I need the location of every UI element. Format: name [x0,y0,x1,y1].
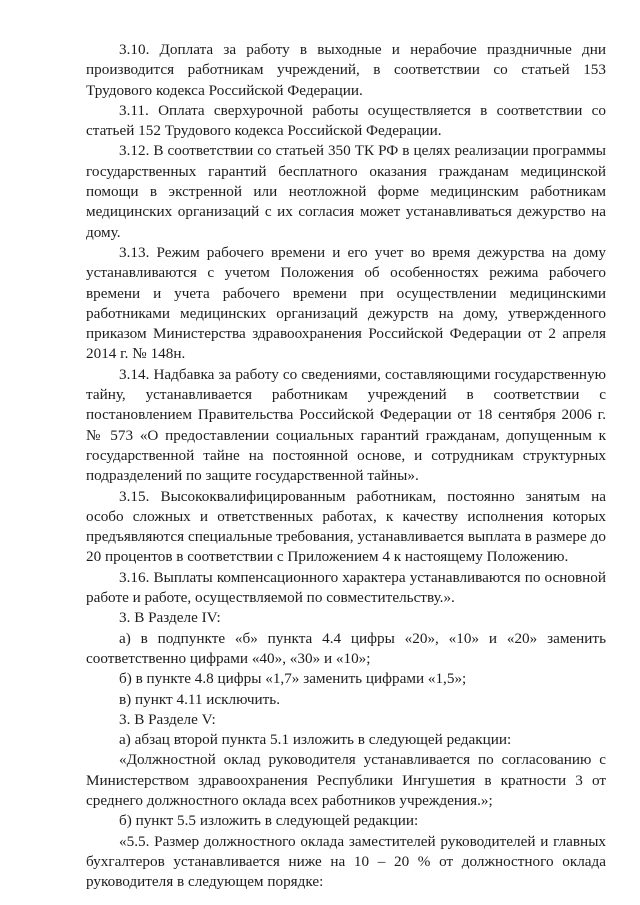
section-iv-item-b: б) в пункте 4.8 цифры «1,7» заменить цифрами «1,5»; [119,670,467,688]
section-iv-heading: 3. В Разделе IV: [119,609,221,627]
section-v-item-b: б) пункт 5.5 изложить в следующей редакции: [119,812,419,830]
section-v-item-a: а) абзац второй пункта 5.1 изложить в следующей редакции: [119,731,512,749]
section-iv-item-v: в) пункт 4.11 исключить. [119,690,281,708]
paragraph-3-12: 3.12. В соответствии со статьей 350 ТК РФ в целях реализации программы государственных гарантий бесплатного оказания гражданам медицинской помощи в экстренной или неотложной форме медицинским работникам медицинских организаций с их согласия может устанавливаться дежурство на дому. [86,142,606,241]
paragraph-3-11: 3.11. Оплата сверхурочной работы осуществляется в соответствии со статьей 152 Трудового кодекса Российской Федерации. [86,101,606,140]
section-v-heading: 3. В Разделе V: [119,710,216,728]
paragraph-3-15: 3.15. Высококвалифицированным работникам, постоянно занятым на особо сложных и ответственных работах, к качеству исполнения которых предъявляются специальные требования, устанавливается выплата в размере до 20 процентов в соответствии с Приложением 4 к настоящему Положению. [86,487,606,566]
paragraph-3-14: 3.14. Надбавка за работу со сведениями, составляющими государственную тайну, устанавливается работникам учреждений в соответствии с постановлением Правительства Российской Федерации от 18 сентября 2006 г. № 573 «О предоставлении социальных гарантий гражданам, допущенным к государственной тайне на постоянной основе, и сотрудникам структурных подразделений по защите государственной тайны». [86,365,606,485]
paragraph-3-13: 3.13. Режим рабочего времени и его учет во время дежурства на дому устанавливаются с учетом Положения об особенностях режима рабочего времени и учета рабочего времени при осуществлении медицинскими работниками медицинских организаций дежурств на дому, утвержденного приказом Министерства здравоохранения Российской Федерации от 2 апреля 2014 г. № 148н. [86,243,606,363]
section-iv-item-a: а) в подпункте «б» пункта 4.4 цифры «20», «10» и «20» заменить соответственно цифрами «40», «30» и «10»; [86,629,606,667]
paragraph-3-10: 3.10. Доплата за работу в выходные и нерабочие праздничные дни производится работникам учреждений, в соответствии со статьей 153 Трудового кодекса Российской Федерации. [86,41,606,99]
section-v-quote-5-1: «Должностной оклад руководителя устанавливается по согласованию с Министерством здравоохранения Республики Ингушетия в кратности 3 от среднего должностного оклада всех работников учреждения.»; [86,751,606,809]
document-page [86,40,606,892]
paragraph-3-16: 3.16. Выплаты компенсационного характера устанавливаются по основной работе и работе, осуществляемой по совместительству.». [86,568,606,607]
section-v-quote-5-5: «5.5. Размер должностного оклада заместителей руководителей и главных бухгалтеров устанавливается ниже на 10 – 20 % от должностного оклада руководителя в следующем порядке: [86,832,606,891]
